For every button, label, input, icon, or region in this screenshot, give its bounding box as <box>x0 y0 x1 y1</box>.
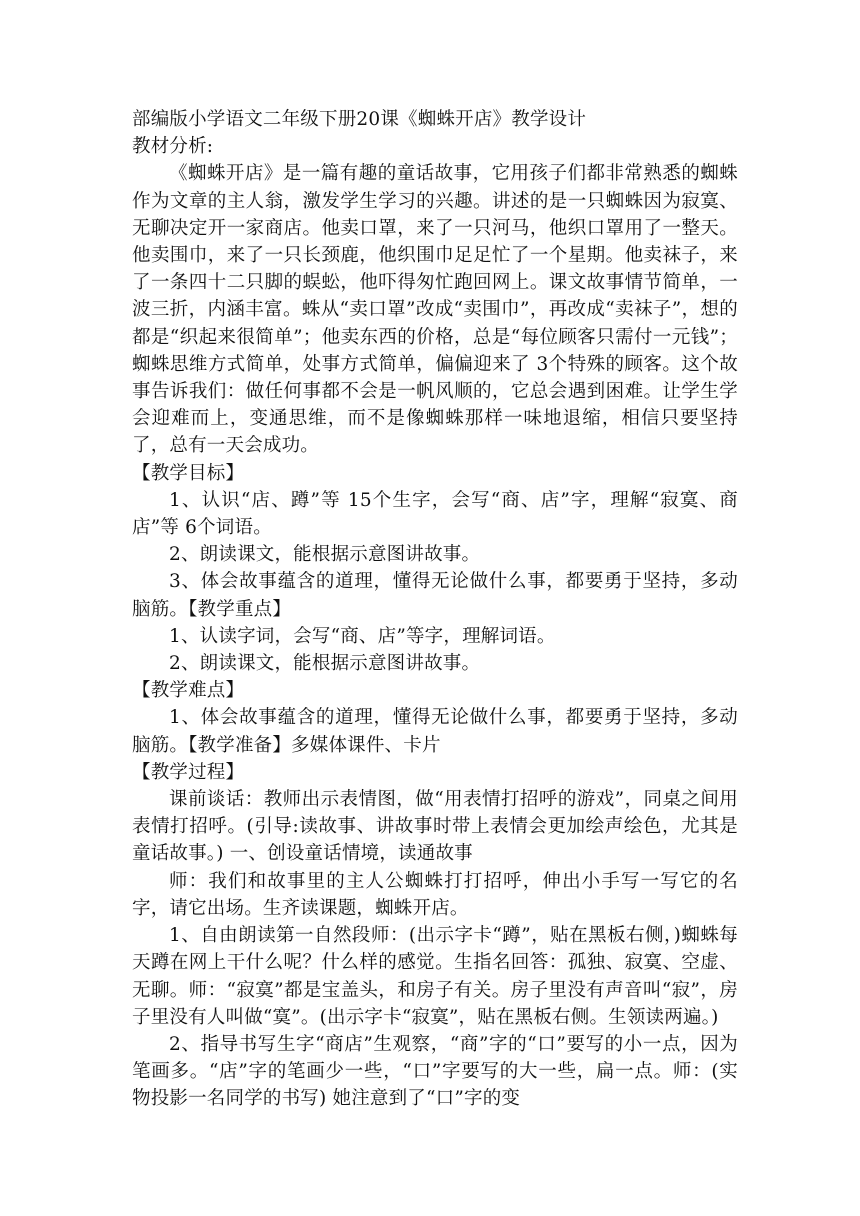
key-point-item-2: 2、朗读课文，能根据示意图讲故事。 <box>169 653 481 675</box>
heading-teaching-process: 【教学过程】 <box>132 761 245 783</box>
document-page <box>132 106 738 1113</box>
heading-teaching-difficulty: 【教学难点】 <box>132 680 245 702</box>
goal-item-3: 3、体会故事蕴含的道理，懂得无论做什么事，都要勇于坚持，多动脑筋。【教学重点】 <box>132 571 738 620</box>
process-paragraph-4: 2、指导书写生字“商店”生观察，“商”字的“口”要写的小一点，因为笔画多。“店”字的笔画少一些，“口”字要写的大一些，扁一点。师：(实物投影一名同学的书写) 她注意到了“口”字的变 <box>132 1033 738 1110</box>
goal-item-1: 1、认识“店、蹲”等 15个生字，会写“商、店”字，理解“寂寞、商店”等 6个词语。 <box>132 489 738 539</box>
process-paragraph-1: 课前谈话：教师出示表情图，做“用表情打招呼的游戏”，同桌之间用表情打招呼。(引导:读故事、讲故事时带上表情会更加绘声绘色，尤其是童话故事。) 一、创设童话情境，读通故事 <box>132 789 738 865</box>
paragraph-textbook-analysis: 《蜘蛛开店》是一篇有趣的童话故事，它用孩子们都非常熟悉的蜘蛛作为文章的主人翁，激发学生学习的兴趣。讲述的是一只蜘蛛因为寂寞、无聊决定开一家商店。他卖口罩，来了一只河马，他织口罩用了一整天。他卖围巾，来了一只长颈鹿，他织围巾足足忙了一个星期。他卖袜子，来了一条四十二只脚的蜈蚣，他吓得匆忙跑回网上。课文故事情节简单，一波三折，内涵丰富。蛛从“卖口罩”改成“卖围巾”，再改成“卖袜子”，想的都是“织起来很简单”；他卖东西的价格，总是“每位顾客只需付一元钱”；蜘蛛思维方式简单，处事方式简单，偏偏迎来了 3个特殊的顾客。这个故事告诉我们：做任何事都不会是一帆风顺的，它总会遇到困难。让学生学会迎难而上，变通思维，而不是像蜘蛛那样一味地退缩，相信只要坚持了，总有一天会成功。 <box>132 163 738 457</box>
difficulty-item-1: 1、体会故事蕴含的道理，懂得无论做什么事，都要勇于坚持，多动脑筋。【教学准备】多媒体课件、卡片 <box>132 707 738 756</box>
process-paragraph-2: 师：我们和故事里的主人公蜘蛛打打招呼，伸出小手写一写它的名字，请它出场。生齐读课题，蜘蛛开店。 <box>132 870 738 919</box>
document-title: 部编版小学语文二年级下册20课《蜘蛛开店》教学设计 <box>132 109 587 130</box>
key-point-item-1: 1、认读字词，会写“商、店”等字，理解词语。 <box>169 625 556 647</box>
heading-teaching-goals: 【教学目标】 <box>132 462 245 484</box>
process-paragraph-3: 1、自由朗读第一自然段师：(出示字卡“蹲”，贴在黑板右侧，)蜘蛛每天蹲在网上干什么呢？什么样的感觉。生指名回答：孤独、寂寞、空虚、无聊。师：“寂寞”都是宝盖头，和房子有关。房子里没有声音叫“寂”，房子里没有人叫做“寞”。(出示字卡“寂寞”，贴在黑板右侧。生领读两遍。) <box>132 925 738 1028</box>
goal-item-2: 2、朗读课文，能根据示意图讲故事。 <box>169 544 481 566</box>
heading-textbook-analysis: 教材分析: <box>132 136 214 158</box>
